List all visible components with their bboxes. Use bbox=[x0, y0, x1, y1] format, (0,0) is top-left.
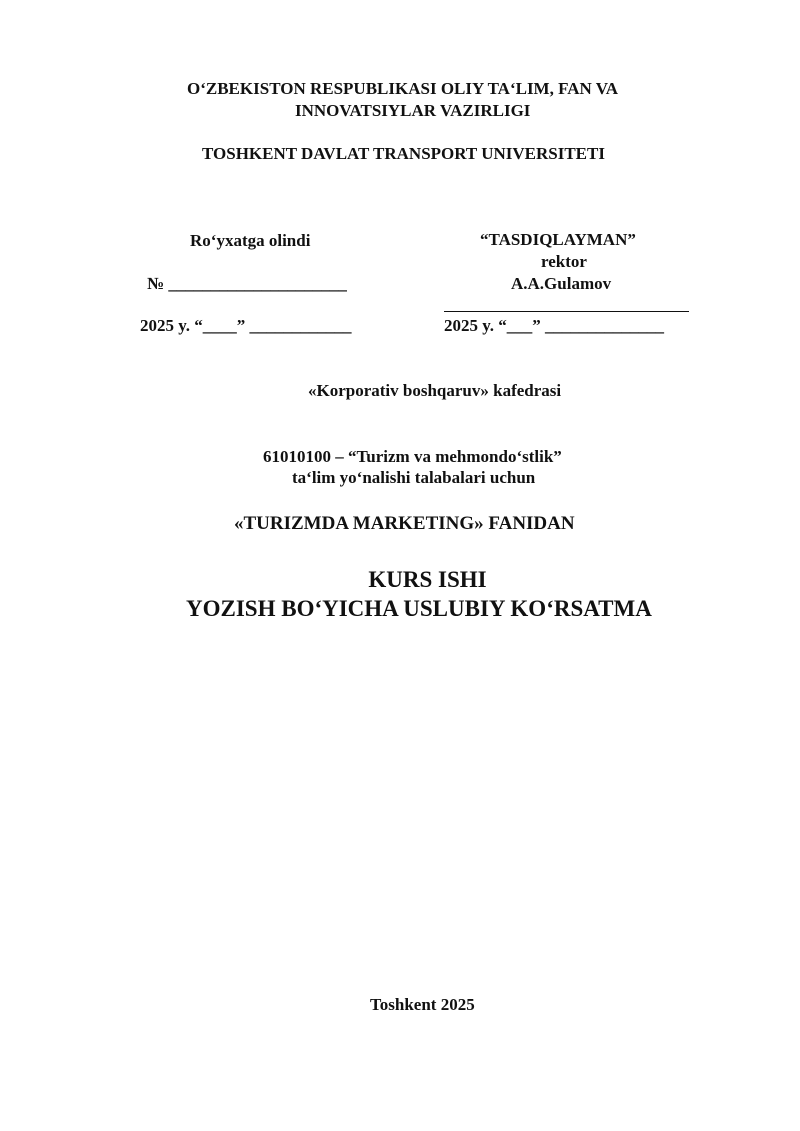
program-line-1: 61010100 – “Turizm va mehmondo‘stlik” bbox=[263, 447, 562, 466]
approval-date: 2025 y. “___” ______________ bbox=[444, 316, 665, 335]
registration-title: Ro‘yxatga olindi bbox=[190, 231, 311, 250]
registration-date: 2025 y. “____” ____________ bbox=[140, 316, 352, 335]
program-line-2: ta‘lim yo‘nalishi talabalari uchun bbox=[292, 468, 536, 487]
signature-line bbox=[444, 311, 689, 312]
subject-title: «TURIZMDA MARKETING» FANIDAN bbox=[234, 513, 575, 534]
registration-number: № _____________________ bbox=[147, 274, 347, 293]
city-year: Toshkent 2025 bbox=[370, 995, 475, 1014]
university-name: TOSHKENT DAVLAT TRANSPORT UNIVERSITETI bbox=[202, 144, 605, 163]
ministry-line-1: O‘ZBEKISTON RESPUBLIKASI OLIY TA‘LIM, FAN VA bbox=[187, 79, 619, 98]
approval-name: A.A.Gulamov bbox=[511, 274, 612, 293]
document-title-line-1: KURS ISHI bbox=[368, 567, 487, 592]
approval-title: “TASDIQLAYMAN” bbox=[480, 230, 636, 249]
department-name: «Korporativ boshqaruv» kafedrasi bbox=[308, 381, 562, 400]
document-title-line-2: YOZISH BO‘YICHA USLUBIY KO‘RSATMA bbox=[186, 596, 652, 621]
approval-position: rektor bbox=[541, 252, 587, 271]
ministry-line-2: INNOVATSIYLAR VAZIRLIGI bbox=[295, 101, 531, 120]
